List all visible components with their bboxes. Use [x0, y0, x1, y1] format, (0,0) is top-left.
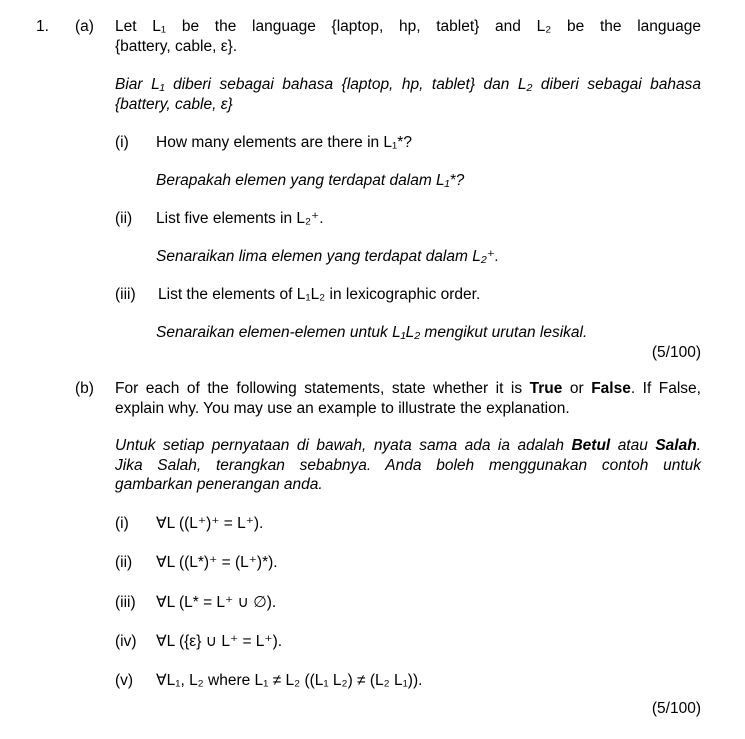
- part-b-intro-en-line1: For each of the following statements, state whether it is True or False. If False,: [115, 380, 701, 397]
- part-a-intro-ms-line1: Biar L₁ diberi sebagai bahasa {laptop, hp, tablet} dan L₂ diberi sebagai bahasa: [115, 76, 701, 93]
- part-b-intro-ms-line3: gambarkan penerangan anda.: [115, 476, 323, 493]
- part-b-intro-ms-line2: Jika Salah, terangkan sebabnya. Anda boleh menggunakan contoh untuk: [115, 457, 701, 474]
- part-b-item-i-label: (i): [115, 515, 129, 532]
- part-b-intro-ms-line1: Untuk setiap pernyataan di bawah, nyata sama ada ia adalah Betul atau Salah.: [115, 437, 702, 454]
- part-a-item-ii-en: List five elements in L₂⁺.: [156, 210, 324, 227]
- part-b-marks: (5/100): [651, 700, 701, 717]
- part-a-intro-en-line1: Let L₁ be the language {laptop, hp, tablet} and L₂ be the language: [115, 18, 701, 35]
- part-b-item-ii-label: (ii): [115, 554, 133, 571]
- part-a-item-i-ms: Berapakah elemen yang terdapat dalam L₁*?: [156, 172, 465, 189]
- part-b-item-iii-statement: ∀L (L* = L⁺ ∪ ∅).: [156, 594, 277, 611]
- part-a-item-iii-en: List the elements of L₁L₂ in lexicographic order.: [158, 286, 481, 303]
- part-b-item-ii-statement: ∀L ((L*)⁺ = (L⁺)*).: [156, 554, 278, 571]
- part-b-item-iii-label: (iii): [115, 594, 136, 611]
- part-b-item-v-statement: ∀L₁, L₂ where L₁ ≠ L₂ ((L₁ L₂) ≠ (L₂ L₁)).: [156, 672, 423, 689]
- part-b-item-iv-label: (iv): [115, 633, 137, 650]
- part-a-item-i-label: (i): [115, 134, 129, 151]
- part-a-item-ii-ms: Senaraikan lima elemen yang terdapat dalam L₂⁺.: [156, 248, 500, 265]
- part-a-intro-ms-line2: {battery, cable, ε}: [115, 96, 233, 113]
- part-b-item-i-statement: ∀L ((L⁺)⁺ = L⁺).: [156, 515, 264, 532]
- part-a-marks: (5/100): [651, 344, 701, 361]
- part-a-item-iii-ms: Senaraikan elemen-elemen untuk L₁L₂ mengikut urutan lesikal.: [156, 324, 588, 341]
- part-b-item-v-label: (v): [115, 672, 134, 689]
- part-b-item-iv-statement: ∀L ({ε} ∪ L⁺ = L⁺).: [156, 633, 283, 650]
- part-a-label: (a): [75, 18, 94, 35]
- part-a-item-ii-label: (ii): [115, 210, 133, 227]
- part-a-item-iii-label: (iii): [115, 286, 136, 303]
- part-b-label: (b): [75, 380, 94, 397]
- part-a-intro-en-line2: {battery, cable, ε}.: [115, 38, 238, 55]
- part-b-intro-en-line2: explain why. You may use an example to illustrate the explanation.: [115, 400, 570, 417]
- part-a-item-i-en: How many elements are there in L₁*?: [156, 134, 412, 151]
- question-number: 1.: [36, 18, 49, 35]
